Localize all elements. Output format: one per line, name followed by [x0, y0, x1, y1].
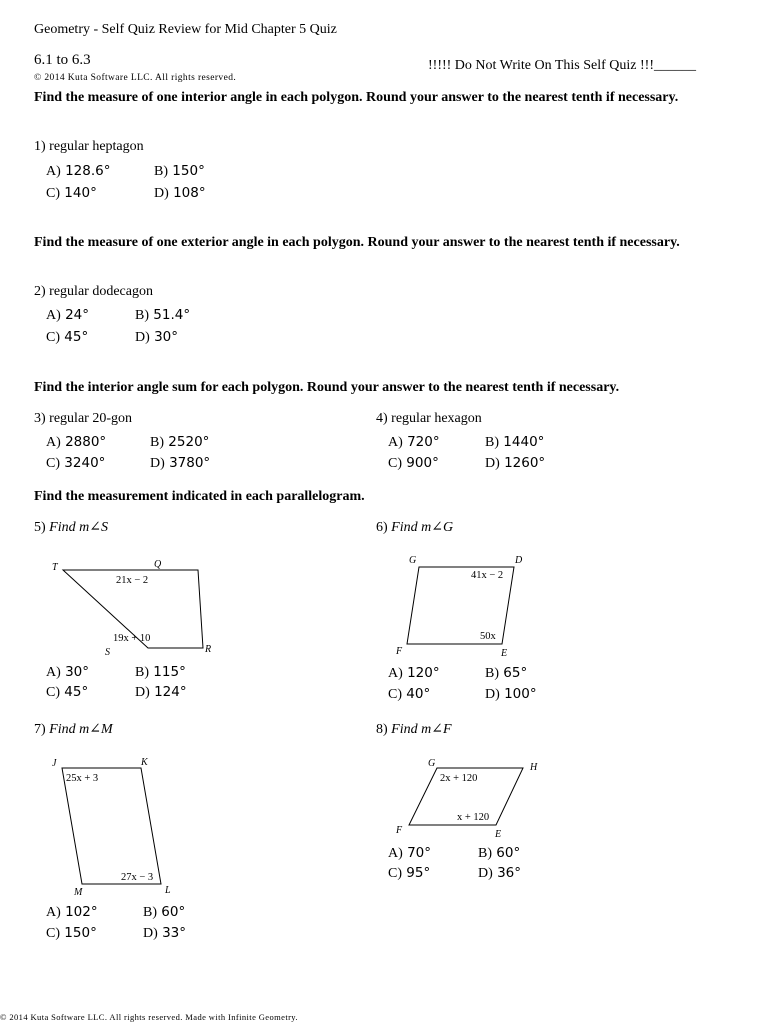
- choice-d: D) 124°: [135, 684, 187, 700]
- choice-a: A) 24°: [46, 307, 90, 323]
- choice-a: A) 128.6°: [46, 163, 111, 179]
- choice-c: C) 45°: [46, 329, 89, 345]
- angle-expression: 19x + 10: [113, 633, 151, 644]
- parallelogram-tqrs: [40, 552, 230, 660]
- question-prompt: regular dodecagon: [49, 284, 153, 299]
- question-number: 2): [34, 284, 46, 299]
- warning-text: !!!!! Do Not Write On This Self Quiz !!!______: [428, 58, 696, 73]
- choice-a: A) 120°: [388, 665, 440, 681]
- question-prompt: Find m∠S: [49, 520, 108, 535]
- choice-d: D) 30°: [135, 329, 179, 345]
- worksheet-title: Geometry - Self Quiz Review for Mid Chapter 5 Quiz: [34, 22, 337, 37]
- choice-b: B) 2520°: [150, 434, 210, 450]
- copyright: © 2014 Kuta Software LLC. All rights reserved.: [34, 73, 237, 83]
- vertex-label: G: [428, 758, 436, 769]
- choice-d: D) 100°: [485, 686, 537, 702]
- question-number: 1): [34, 139, 46, 154]
- question-7: [34, 721, 113, 738]
- vertex-label: E: [495, 829, 502, 840]
- angle-expression: 27x − 3: [121, 872, 154, 883]
- angle-expression: 2x + 120: [440, 773, 478, 784]
- angle-expression: x + 120: [457, 812, 490, 823]
- choice-c: C) 140°: [46, 185, 97, 201]
- choice-d: D) 1260°: [485, 455, 546, 471]
- vertex-label: K: [141, 757, 148, 768]
- question-number: 7): [34, 722, 46, 737]
- vertex-label: F: [396, 825, 403, 836]
- angle-expression: 25x + 3: [66, 773, 99, 784]
- vertex-label: T: [52, 562, 58, 573]
- question-4: [376, 411, 482, 427]
- choice-b: B) 65°: [485, 665, 528, 681]
- choice-a: A) 102°: [46, 904, 98, 920]
- question-prompt: Find m∠G: [391, 520, 454, 535]
- footer-copyright: © 2014 Kuta Software LLC. All rights reserved. Made with Infinite Geometry.: [0, 1012, 298, 1022]
- question-prompt: regular 20-gon: [49, 411, 132, 426]
- question-number: 8): [376, 722, 388, 737]
- choice-a: A) 720°: [388, 434, 440, 450]
- vertex-label: L: [165, 885, 171, 896]
- question-prompt: Find m∠F: [391, 722, 452, 737]
- question-prompt: Find m∠M: [49, 722, 113, 737]
- vertex-label: F: [396, 646, 403, 657]
- angle-expression: 21x − 2: [116, 575, 149, 586]
- vertex-label: S: [105, 647, 110, 658]
- choice-b: B) 60°: [143, 904, 186, 920]
- instructions-exterior-angle: Find the measure of one exterior angle in each polygon. Round your answer to the nearest tenth if necessary.: [34, 235, 680, 250]
- vertex-label: Q: [154, 559, 162, 570]
- parallelogram-shape: [62, 768, 161, 884]
- question-1: [34, 139, 144, 155]
- choice-b: B) 150°: [154, 163, 205, 179]
- vertex-label: R: [205, 644, 212, 655]
- choice-a: A) 30°: [46, 664, 90, 680]
- instructions-interior-angle: Find the measure of one interior angle in each polygon. Round your answer to the nearest tenth if necessary.: [34, 90, 679, 105]
- choice-b: B) 51.4°: [135, 307, 191, 323]
- question-2: [34, 284, 153, 300]
- question-5: [34, 519, 108, 536]
- choice-d: D) 108°: [154, 185, 206, 201]
- parallelogram-jklm: [45, 752, 185, 902]
- question-prompt: regular heptagon: [49, 139, 144, 154]
- parallelogram-gdef: [395, 552, 535, 662]
- choice-c: C) 150°: [46, 925, 97, 941]
- choice-c: C) 40°: [388, 686, 431, 702]
- choice-c: C) 45°: [46, 684, 89, 700]
- vertex-label: J: [52, 758, 57, 769]
- choice-c: C) 3240°: [46, 455, 106, 471]
- vertex-label: G: [409, 555, 417, 566]
- vertex-label: E: [501, 648, 508, 659]
- vertex-label: D: [515, 555, 523, 566]
- choice-c: C) 900°: [388, 455, 439, 471]
- question-number: 3): [34, 411, 46, 426]
- choice-b: B) 1440°: [485, 434, 545, 450]
- question-number: 5): [34, 520, 46, 535]
- parallelogram-ghef: [390, 752, 550, 844]
- choice-c: C) 95°: [388, 865, 431, 881]
- question-number: 6): [376, 520, 388, 535]
- choice-d: D) 33°: [143, 925, 187, 941]
- question-number: 4): [376, 411, 388, 426]
- angle-expression: 50x: [480, 631, 496, 642]
- choice-b: B) 60°: [478, 845, 521, 861]
- angle-expression: 41x − 2: [471, 570, 504, 581]
- choice-d: D) 3780°: [150, 455, 211, 471]
- question-3: [34, 411, 132, 427]
- question-prompt: regular hexagon: [391, 411, 482, 426]
- section-range: 6.1 to 6.3: [34, 52, 91, 68]
- vertex-label: H: [530, 762, 538, 773]
- choice-d: D) 36°: [478, 865, 522, 881]
- vertex-label: M: [74, 887, 83, 898]
- instructions-parallelogram: Find the measurement indicated in each parallelogram.: [34, 489, 365, 504]
- question-8: [376, 721, 452, 738]
- choice-a: A) 70°: [388, 845, 432, 861]
- choice-a: A) 2880°: [46, 434, 107, 450]
- instructions-angle-sum: Find the interior angle sum for each polygon. Round your answer to the nearest tenth if necessary.: [34, 380, 620, 395]
- question-6: [376, 519, 453, 536]
- choice-b: B) 115°: [135, 664, 186, 680]
